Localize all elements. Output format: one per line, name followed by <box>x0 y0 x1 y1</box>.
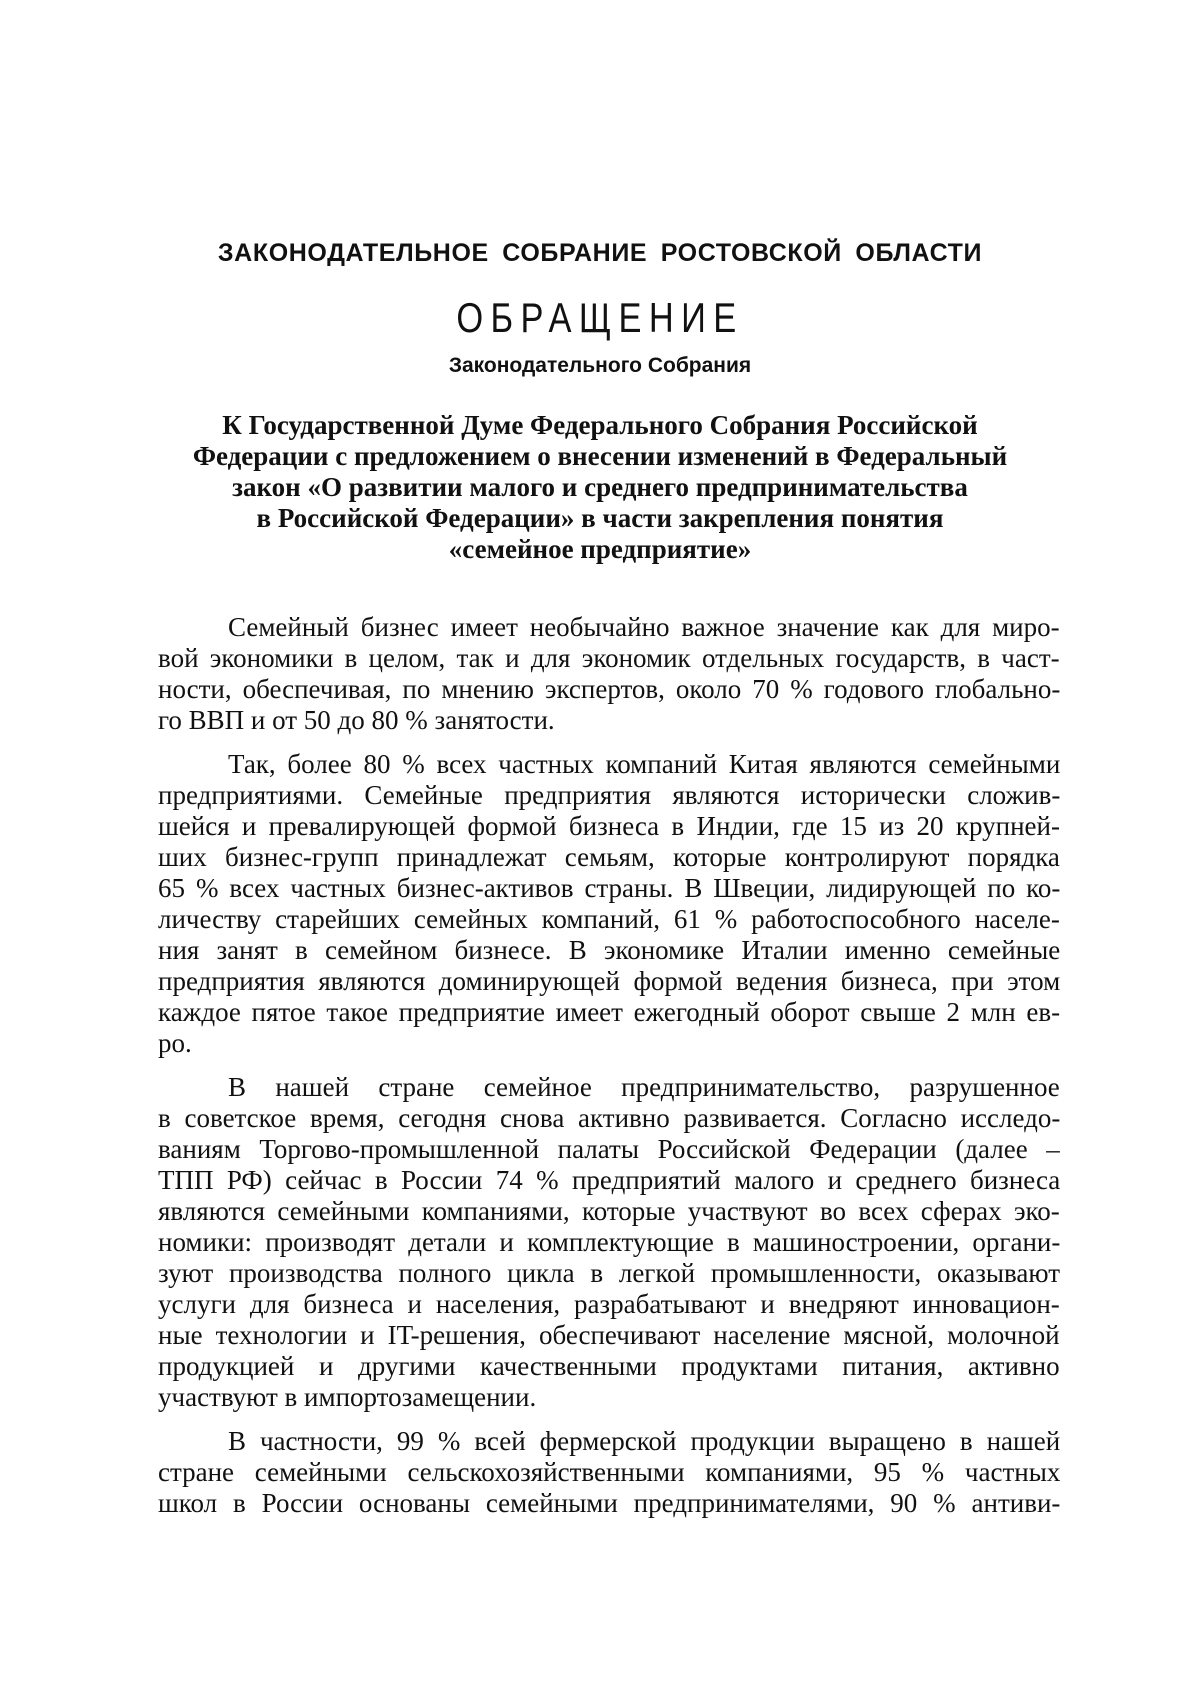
title-line: «семейное предприятие» <box>448 534 752 564</box>
document-type-heading: ОБРАЩЕНИЕ <box>456 294 744 341</box>
paragraph <box>158 749 1060 1059</box>
body-text <box>158 612 1060 1532</box>
paragraph-line: В нашей стране семейное предпринимательство, разрушенное <box>228 1072 1060 1102</box>
paragraph-line: шейся и превалирующей формой бизнеса в Индии, где 15 из 20 крупней- <box>158 811 1060 841</box>
title-line: в Российской Федерации» в части закрепления понятия <box>256 503 944 533</box>
paragraph-line: ные технологии и IT-решения, обеспечивают население мясной, молочной <box>158 1320 1060 1350</box>
document-title <box>150 410 1050 565</box>
paragraph-line: участвуют в импортозамещении. <box>158 1382 537 1412</box>
paragraph-line: зуют производства полного цикла в легкой промышленности, оказывают <box>158 1258 1061 1288</box>
paragraph-line: ших бизнес-групп принадлежат семьям, которые контролируют порядка <box>158 842 1060 872</box>
title-line: Федерации с предложением о внесении изменений в Федеральный <box>192 441 1008 471</box>
paragraph-line: предприятия являются доминирующей формой ведения бизнеса, при этом <box>158 966 1061 996</box>
paragraph-line: номики: производят детали и комплектующие в машиностроении, органи- <box>158 1227 1061 1257</box>
organization-heading: ЗАКОНОДАТЕЛЬНОЕ СОБРАНИЕ РОСТОВСКОЙ ОБЛАСТИ <box>217 239 983 267</box>
paragraph <box>158 612 1060 736</box>
paragraph-line: го ВВП и от 50 до 80 % занятости. <box>158 705 555 735</box>
paragraph-line: продукцией и другими качественными продуктами питания, активно <box>158 1351 1060 1381</box>
paragraph-line: ваниям Торгово-промышленной палаты Российской Федерации (далее – <box>158 1134 1060 1164</box>
paragraph-line: являются семейными компаниями, которые участвуют во всех сферах эко- <box>158 1196 1060 1226</box>
title-line: закон «О развитии малого и среднего предпринимательства <box>232 472 968 502</box>
paragraph-line: предприятиями. Семейные предприятия являются исторически сложив- <box>158 780 1061 810</box>
paragraph-line: ТПП РФ) сейчас в России 74 % предприятий малого и среднего бизнеса <box>158 1165 1061 1195</box>
paragraph-line: школ в России основаны семейными предпринимателями, 90 % антиви- <box>158 1488 1061 1518</box>
paragraph-line: ро. <box>158 1028 192 1058</box>
paragraph-line: каждое пятое такое предприятие имеет ежегодный оборот свыше 2 млн ев- <box>158 997 1061 1027</box>
paragraph-line: в советское время, сегодня снова активно развивается. Согласно исследо- <box>158 1103 1061 1133</box>
paragraph-line: стране семейными сельскохозяйственными компаниями, 95 % частных <box>158 1457 1061 1487</box>
paragraph <box>158 1072 1060 1413</box>
paragraph-line: личеству старейших семейных компаний, 61 % работоспособного населе- <box>158 904 1060 934</box>
title-line: К Государственной Думе Федерального Собрания Российской <box>222 410 978 440</box>
paragraph <box>158 1426 1060 1519</box>
paragraph-line: 65 % всех частных бизнес-активов страны. В Швеции, лидирующей по ко- <box>158 873 1061 903</box>
paragraph-line: услуги для бизнеса и населения, разрабатывают и внедряют инновацион- <box>158 1289 1060 1319</box>
paragraph-line: ности, обеспечивая, по мнению экспертов, около 70 % годового глобально- <box>158 674 1061 704</box>
paragraph-line: Так, более 80 % всех частных компаний Китая являются семейными <box>228 749 1061 779</box>
paragraph-line: В частности, 99 % всей фермерской продукции выращено в нашей <box>228 1426 1061 1456</box>
paragraph-line: ния занят в семейном бизнесе. В экономике Италии именно семейные <box>158 935 1061 965</box>
paragraph-line: Семейный бизнес имеет необычайно важное значение как для миро- <box>228 612 1060 642</box>
document-author-heading: Законодательного Собрания <box>448 354 752 377</box>
paragraph-line: вой экономики в целом, так и для экономик отдельных государств, в част- <box>158 643 1060 673</box>
